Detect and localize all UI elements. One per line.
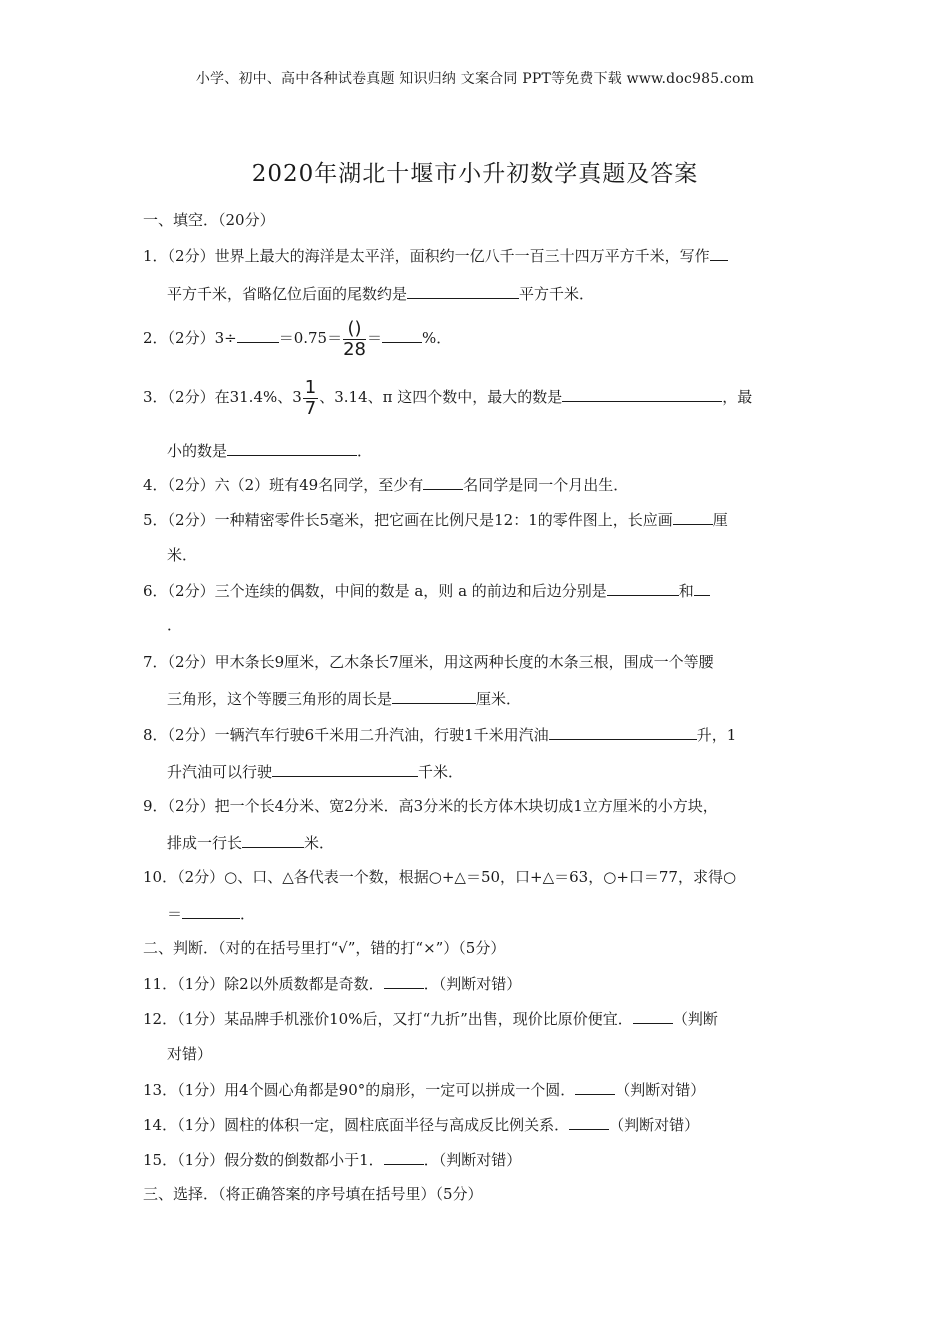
question-9-line-2 — [167, 832, 837, 853]
q6-text-b: 和 — [678, 582, 694, 600]
question-7-line-2 — [167, 688, 837, 709]
question-11 — [143, 973, 813, 994]
question-5-line-1 — [143, 509, 813, 530]
q5-answer-blank[interactable] — [673, 509, 713, 525]
q12-text-a: 12．（1分）某品牌手机涨价10%后，又打“九折”出售，现价比原价便宜． — [143, 1010, 633, 1028]
q10-answer-blank[interactable] — [182, 903, 240, 919]
question-10-line-2 — [167, 903, 837, 924]
question-2 — [143, 318, 813, 360]
q14-text-b: （判断对错） — [609, 1116, 700, 1134]
question-3-line-1 — [143, 377, 813, 419]
q9-answer-blank[interactable] — [242, 832, 304, 848]
page-title: 2020年湖北十堰市小升初数学真题及答案 — [251, 161, 699, 187]
question-15 — [143, 1149, 813, 1170]
q8-answer-blank-2[interactable] — [272, 761, 418, 777]
q8-text-d: 千米． — [418, 763, 464, 781]
q6-text-a: 6．（2分）三个连续的偶数，中间的数是 a，则 a 的前边和后边分别是 — [143, 582, 607, 600]
q6-answer-blank-2[interactable] — [694, 580, 710, 596]
question-8-line-1 — [143, 724, 813, 745]
section-fill-in: 一、填空．（20分） — [143, 211, 275, 229]
q7-text-c: 厘米． — [476, 690, 522, 708]
q10-text-b: ＝ — [167, 905, 183, 923]
question-10-line-1: 10．（2分）○、口、△各代表一个数，根据○+△＝50，口+△＝63，○+口＝77，求得○ — [143, 868, 737, 886]
question-12-line-2: 对错） — [167, 1045, 213, 1063]
q2-fraction — [343, 319, 366, 360]
q8-text-a: 8．（2分）一辆汽车行驶6千米用二升汽油，行驶1千米用汽油 — [143, 726, 549, 744]
page-header: 小学、初中、高中各种试卷真题 知识归纳 文案合同 PPT等免费下载 www.doc985.com — [195, 71, 755, 87]
section-judge: 二、判断．（对的在括号里打“√”，错的打“×”）（5分） — [143, 939, 506, 957]
question-8-line-2 — [167, 761, 837, 782]
q11-answer-blank[interactable] — [384, 973, 424, 989]
q1-answer-blank-1[interactable] — [710, 245, 728, 261]
question-13 — [143, 1079, 813, 1100]
q5-text-a: 5．（2分）一种精密零件长5毫米，把它画在比例尺是12：1的零件图上，长应画 — [143, 511, 673, 529]
question-14 — [143, 1114, 813, 1135]
q6-answer-blank-1[interactable] — [607, 580, 679, 596]
question-6-line-2: ． — [167, 616, 183, 634]
q3-answer-blank-2[interactable] — [227, 440, 357, 456]
q2-text-c: ＝ — [367, 329, 383, 347]
q15-answer-blank[interactable] — [384, 1149, 424, 1165]
question-3-line-2 — [167, 440, 837, 461]
question-9-line-1: 9．（2分）把一个长4分米、宽2分米．高3分米的长方体木块切成1立方厘米的小方块， — [143, 797, 718, 815]
q3-text-e: ． — [357, 442, 373, 460]
q1-answer-blank-2[interactable] — [407, 283, 519, 299]
question-1-line-1 — [143, 245, 813, 266]
q2-text-d: %． — [422, 329, 452, 347]
q1-text-a: 1．（2分）世界上最大的海洋是太平洋，面积约一亿八千一百三十四万平方千米，写作 — [143, 247, 710, 265]
q3-fraction-denominator: 7 — [304, 397, 317, 419]
q13-text-a: 13．（1分）用4个圆心角都是90°的扇形，一定可以拼成一个圆． — [143, 1081, 576, 1099]
q3-text-b: 、3.14、π 这四个数中，最大的数是 — [319, 388, 563, 406]
q4-text-a: 4．（2分）六（2）班有49名同学，至少有 — [143, 476, 424, 494]
q2-text-b: ＝0.75＝ — [278, 329, 343, 347]
q4-answer-blank[interactable] — [423, 474, 463, 490]
q14-answer-blank[interactable] — [569, 1114, 609, 1130]
q2-fraction-denominator: 28 — [343, 338, 367, 360]
q12-answer-blank[interactable] — [633, 1008, 673, 1024]
q15-text-b: ．（判断对错） — [423, 1151, 522, 1169]
q15-text-a: 15．（1分）假分数的倒数都小于1． — [143, 1151, 384, 1169]
q8-text-b: 升，1 — [696, 726, 737, 744]
q9-text-b: 排成一行长 — [167, 834, 243, 852]
q7-answer-blank[interactable] — [392, 688, 476, 704]
question-1-line-2 — [167, 283, 837, 304]
q8-text-c: 升汽油可以行驶 — [167, 763, 273, 781]
q9-text-c: 米． — [304, 834, 335, 852]
q1-text-b: 平方千米，省略亿位后面的尾数约是 — [167, 285, 408, 303]
q14-text-a: 14．（1分）圆柱的体积一定，圆柱底面半径与高成反比例关系． — [143, 1116, 570, 1134]
q1-text-c: 平方千米． — [519, 285, 595, 303]
q3-text-d: 小的数是 — [167, 442, 228, 460]
question-12-line-1 — [143, 1008, 813, 1029]
q5-text-b: 厘 — [712, 511, 728, 529]
q12-text-b: （判断 — [672, 1010, 718, 1028]
question-5-line-2: 米． — [167, 546, 198, 564]
question-6-line-1 — [143, 580, 813, 601]
q2-answer-blank-1[interactable] — [237, 327, 279, 343]
q2-text-a: 2．（2分）3÷ — [143, 329, 237, 347]
q13-text-b: （判断对错） — [615, 1081, 706, 1099]
q4-text-b: 名同学是同一个月出生． — [463, 476, 629, 494]
question-4 — [143, 474, 813, 495]
q11-text-b: ．（判断对错） — [423, 975, 522, 993]
q8-answer-blank-1[interactable] — [549, 724, 697, 740]
q3-text-a: 3．（2分）在31.4%、3 — [143, 388, 302, 406]
q2-answer-blank-2[interactable] — [382, 327, 422, 343]
q10-text-c: ． — [240, 905, 256, 923]
q7-text-b: 三角形，这个等腰三角形的周长是 — [167, 690, 393, 708]
q11-text-a: 11．（1分）除2以外质数都是奇数． — [143, 975, 384, 993]
q3-text-c: ，最 — [722, 388, 753, 406]
q3-fraction-numerator: 1 — [304, 376, 317, 398]
question-7-line-1: 7．（2分）甲木条长9厘米，乙木条长7厘米，用这两种长度的木条三根，围成一个等腰 — [143, 653, 714, 671]
q3-mixed-fraction — [303, 378, 318, 419]
q2-fraction-numerator: () — [343, 319, 366, 340]
section-choice: 三、选择．（将正确答案的序号填在括号里）（5分） — [143, 1185, 483, 1203]
q13-answer-blank[interactable] — [575, 1079, 615, 1095]
q3-answer-blank-1[interactable] — [562, 386, 722, 402]
